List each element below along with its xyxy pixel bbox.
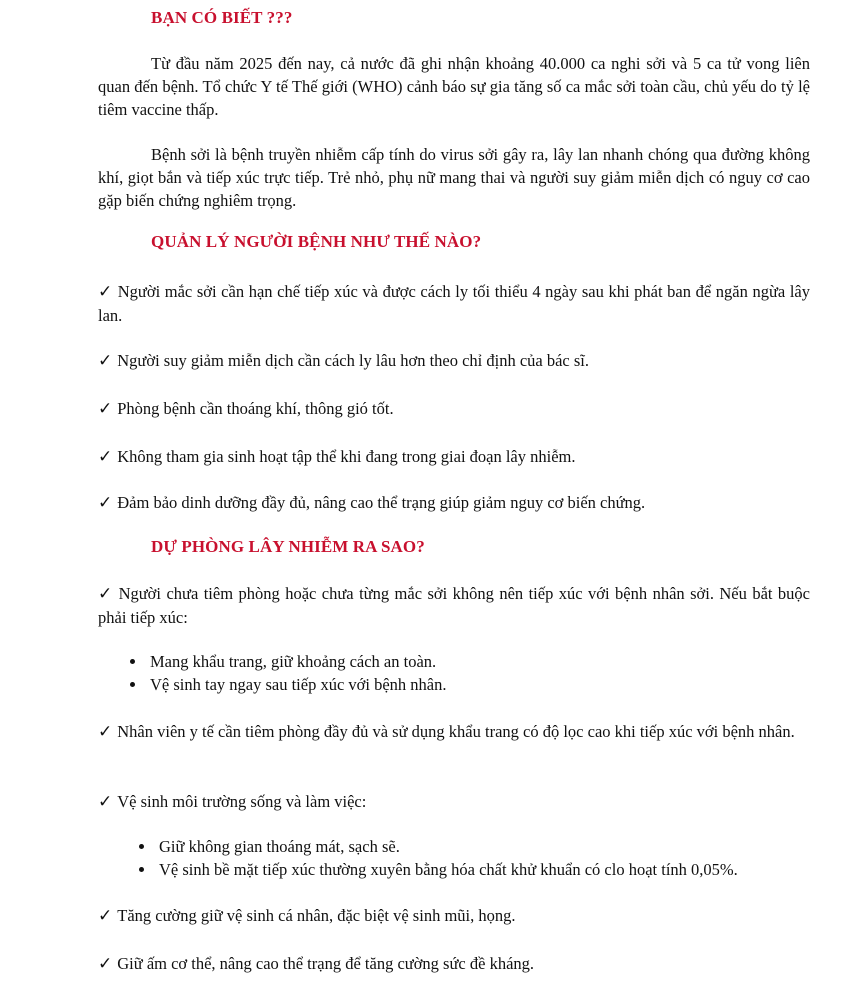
list-item: ✓ Giữ ấm cơ thể, nâng cao thể trạng để tăng cường sức đề kháng. bbox=[98, 954, 535, 974]
bullet-item: Vệ sinh tay ngay sau tiếp xúc với bệnh nhân. bbox=[130, 673, 810, 696]
bullet-icon bbox=[130, 682, 135, 687]
checkmark-icon: ✓ bbox=[98, 493, 113, 513]
checkmark-icon: ✓ bbox=[98, 447, 113, 467]
checkmark-icon: ✓ bbox=[98, 584, 114, 604]
bullet-item: Giữ không gian thoáng mát, sạch sẽ. bbox=[139, 835, 810, 858]
paragraph-statistics: Từ đầu năm 2025 đến nay, cả nước đã ghi nhận khoảng 40.000 ca nghi sởi và 5 ca tử vong liên quan đến bệnh. Tổ chức Y tế Thế giới (WHO) cảnh báo sự gia tăng số ca mắc sởi toàn cầu, chủ yếu do tỷ lệ tiêm vaccine thấp. bbox=[98, 54, 810, 119]
bullet-item: Mang khẩu trang, giữ khoảng cách an toàn. bbox=[130, 650, 810, 673]
checkmark-icon: ✓ bbox=[98, 906, 113, 926]
bullet-list bbox=[139, 835, 810, 881]
checkmark-icon: ✓ bbox=[98, 954, 113, 974]
list-item: ✓ Vệ sinh môi trường sống và làm việc: bbox=[98, 792, 367, 812]
paragraph-disease-description: Bệnh sởi là bệnh truyền nhiễm cấp tính do virus sởi gây ra, lây lan nhanh chóng qua đường không khí, giọt bắn và tiếp xúc trực tiếp. Trẻ nhỏ, phụ nữ mang thai và người suy giảm miễn dịch có nguy cơ cao gặp biến chứng nghiêm trọng. bbox=[98, 145, 810, 210]
list-item: ✓ Nhân viên y tế cần tiêm phòng đầy đủ và sử dụng khẩu trang có độ lọc cao khi tiếp xúc với bệnh nhân. bbox=[98, 722, 795, 742]
list-item: ✓ Không tham gia sinh hoạt tập thể khi đang trong giai đoạn lây nhiễm. bbox=[98, 447, 576, 467]
bullet-icon bbox=[139, 867, 144, 872]
list-item: ✓ Người suy giảm miễn dịch cần cách ly lâu hơn theo chỉ định của bác sĩ. bbox=[98, 351, 590, 371]
bullet-icon bbox=[139, 844, 144, 849]
list-item: ✓ Người chưa tiêm phòng hoặc chưa từng mắc sởi không nên tiếp xúc với bệnh nhân sởi. Nếu bắt buộc phải tiếp xúc: bbox=[98, 584, 811, 627]
checkmark-icon: ✓ bbox=[98, 351, 113, 371]
bullet-icon bbox=[130, 659, 135, 664]
checkmark-icon: ✓ bbox=[98, 722, 113, 742]
list-item: ✓ Đảm bảo dinh dưỡng đầy đủ, nâng cao thể trạng giúp giảm nguy cơ biến chứng. bbox=[98, 493, 646, 513]
list-item: ✓ Tăng cường giữ vệ sinh cá nhân, đặc biệt vệ sinh mũi, họng. bbox=[98, 906, 516, 926]
heading-did-you-know: BẠN CÓ BIẾT ??? bbox=[151, 8, 293, 27]
heading-patient-management: QUẢN LÝ NGƯỜI BỆNH NHƯ THẾ NÀO? bbox=[151, 232, 482, 251]
bullet-list bbox=[130, 650, 810, 696]
checkmark-icon: ✓ bbox=[98, 399, 113, 419]
checkmark-icon: ✓ bbox=[98, 792, 113, 812]
list-item: ✓ Người mắc sởi cần hạn chế tiếp xúc và được cách ly tối thiểu 4 ngày sau khi phát ban để ngăn ngừa lây lan. bbox=[98, 282, 810, 325]
bullet-item: Vệ sinh bề mặt tiếp xúc thường xuyên bằng hóa chất khử khuẩn có clo hoạt tính 0,05%. bbox=[139, 858, 810, 881]
list-item: ✓ Phòng bệnh cần thoáng khí, thông gió tốt. bbox=[98, 399, 394, 419]
checkmark-icon: ✓ bbox=[98, 282, 113, 302]
heading-prevention: DỰ PHÒNG LÂY NHIỄM RA SAO? bbox=[151, 537, 425, 556]
